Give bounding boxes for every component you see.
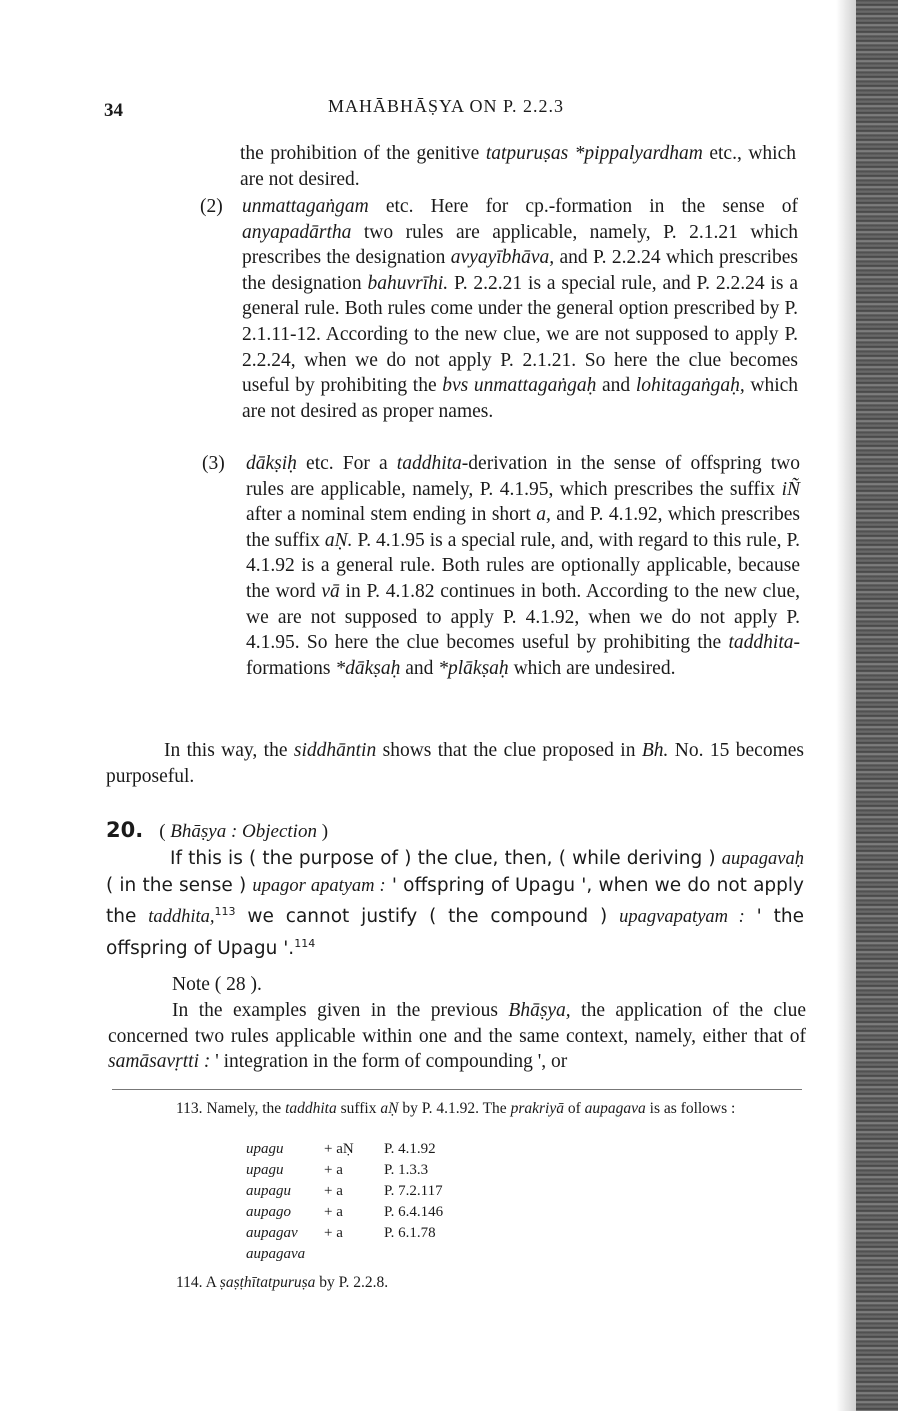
table-row: aupagava — [246, 1246, 306, 1262]
prakriya-table — [246, 1141, 494, 1267]
table-row: aupagav + a P. 6.1.78 — [246, 1225, 436, 1241]
table-row: upagu + a P. 1.3.3 — [246, 1162, 429, 1178]
section-heading: 20. ( Bhāṣya : Objection ) — [106, 818, 329, 842]
bhasya-translation: If this is ( the purpose of ) the clue, then, ( while deriving ) aupagavaḥ ( in the sense ) upagor apatyam : ' offspring of Upagu ', when we do not apply the taddhita,$^{113}$ we cannot justify ( the compound ) upagvapatyam : ' the offspring of Upagu '.$^{114}$ — [106, 848, 804, 960]
table-row: upagu + aṆ P. 4.1.92 — [246, 1141, 436, 1157]
section-title: Bhāṣya : Objection — [170, 821, 317, 842]
footnote-divider — [112, 1089, 802, 1090]
page-number: 34 — [104, 100, 123, 121]
intro-paragraph: the prohibition of the genitive tatpuruṣas *pippalyardham etc., which are not desired. — [240, 143, 796, 190]
footnote-number: 113. — [176, 1100, 203, 1117]
note-paragraph: In the examples given in the previous Bhāṣya, the application of the clue concerned two rules applicable within one and the same context, namely, either that of samāsavṛtti : ' integration in the form of compounding ', or — [108, 1000, 806, 1073]
footnote-114: 114. A ṣaṣṭhītatpuruṣa by P. 2.2.8. — [176, 1274, 389, 1291]
page-edge-shadow — [836, 0, 856, 1411]
item-text: unmattagaṅgam etc. Here for cp.-formation in the sense of anyapadārtha two rules are applicable, namely, P. 2.1.21 which prescribes the designation avyayībhāva, and P. 2.2.24 which prescribes the designation bahuvrīhi. P. 2.2.21 is a special rule, and P. 2.2.24 is a general rule. Both rules come under the general option prescribed by P. 2.1.11-12. According to the new clue, we are not supposed to apply P. 2.2.24, when we do not apply P. 2.1.21. So here the clue becomes useful by prohibiting the bvs unmattagaṅgaḥ and lohitagaṅgaḥ, which are not desired as proper names. — [242, 196, 799, 422]
conclusion-paragraph: In this way, the siddhāntin shows that the clue proposed in Bh. No. 15 becomes purposeful. — [106, 740, 804, 787]
item-label: (3) — [202, 453, 225, 474]
footnote-number: 114. — [176, 1274, 203, 1291]
footnote-113: 113. Namely, the taddhita suffix aṆ by P. 4.1.92. The prakriyā of aupagava is as follows : — [176, 1100, 736, 1117]
section-number: 20. — [106, 818, 144, 842]
book-edge — [856, 0, 898, 1411]
footnote-ref-113: 113 — [214, 905, 236, 919]
table-row: aupagu + a P. 7.2.117 — [246, 1183, 443, 1199]
note-heading: Note ( 28 ). — [172, 974, 262, 995]
page-header — [104, 96, 804, 126]
list-item-2 — [200, 194, 798, 424]
list-item-3 — [202, 451, 800, 681]
footnote-ref-114: 114 — [294, 936, 316, 950]
item-label: (2) — [200, 196, 223, 217]
item-text: dākṣiḥ etc. For a taddhita-derivation in the sense of offspring two rules are applicable, namely, P. 4.1.95, which prescribes the suffix iÑ after a nominal stem ending in short a, and P. 4.1.92, which prescribes the suffix aṆ. P. 4.1.95 is a special rule, and, with regard to this rule, P. 4.1.92 is a general rule. Both rules are optionally applicable, because the word vā in P. 4.1.82 continues in both. According to the new clue, we are not supposed to apply P. 4.1.92, when we do not apply P. 4.1.95. So here the clue becomes useful by prohibiting the taddhita-formations *dākṣaḥ and *plākṣaḥ which are undesired. — [246, 453, 801, 679]
running-title: MAHĀBHĀṢYA ON P. 2.2.3 — [328, 96, 565, 116]
table-row: aupago + a P. 6.4.146 — [246, 1204, 444, 1220]
